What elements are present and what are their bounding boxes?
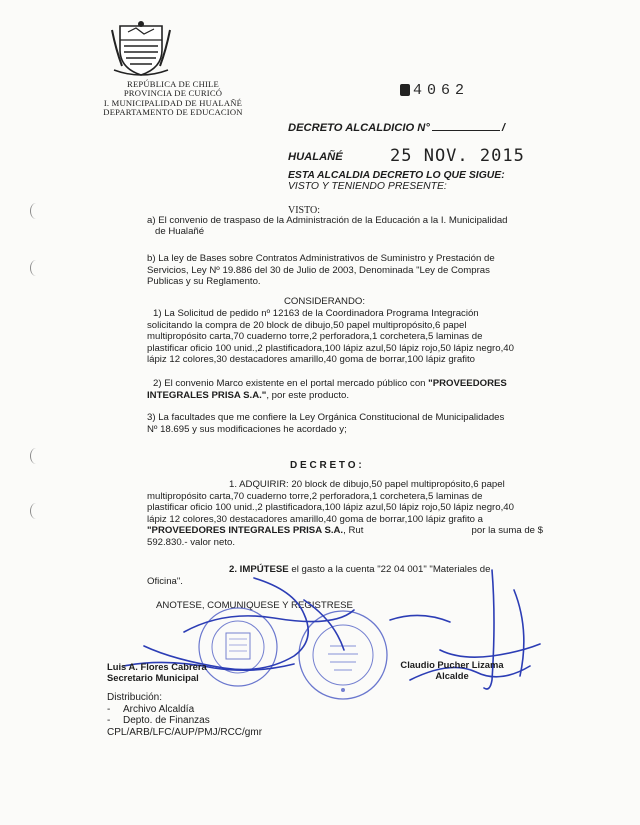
considerando-line: multipropósito carta,70 cuaderno torre,2 perforadora,1 corchetera,5 laminas de	[147, 331, 483, 343]
distribution-heading: Distribución:	[107, 692, 163, 703]
considerando-line: solicitando la compra de 20 block de dibujo,50 papel multipropósito,6 papel	[147, 319, 467, 331]
decree-number-blank	[432, 121, 500, 131]
supplier-name-2: INTEGRALES PRISA S.A."	[147, 389, 267, 401]
header-line: PROVINCIA DE CURICÓ	[123, 88, 223, 99]
signer-left-name: Luis A. Flores Cabrera	[107, 661, 207, 672]
decree-title-suffix: /	[501, 122, 505, 134]
decreto-heading: D E C R E T O :	[290, 460, 362, 471]
visto-b-line: Servicios, Ley Nº 19.886 del 30 de Julio de 2003, Denominada "Ley de Compras	[147, 264, 490, 276]
date-stamp: 25 NOV. 2015	[390, 146, 525, 166]
distribution	[107, 692, 262, 738]
signer-left-role: Secretario Municipal	[107, 672, 199, 683]
stamp-mark-icon	[400, 84, 410, 96]
punch-hole	[30, 260, 42, 276]
visto-heading: VISTO:	[288, 205, 321, 216]
header-line: I. MUNICIPALIDAD DE HUALAÑÉ	[103, 97, 243, 108]
visto-b	[147, 253, 543, 288]
considerando-3-line: 3) La facultades que me confiere la Ley Orgánica Constitucional de Municipalidades	[147, 412, 505, 423]
decreto-amount: 592.830.- valor neto.	[147, 536, 236, 548]
punch-hole	[30, 203, 42, 219]
decreto-supplier-line	[147, 525, 543, 537]
considerando-2	[147, 378, 543, 401]
imputese-text: el gasto a la cuenta "22 04 001" "Materiales de	[288, 564, 491, 575]
signer-right-name: Claudio Pucher Lizama	[400, 659, 504, 670]
distribution-item: - Archivo Alcaldía	[107, 703, 195, 715]
visto-a-line: a) El convenio de traspaso de la Administración de la Educación a la I. Municipalidad	[147, 215, 508, 226]
imputese-text-2: Oficina".	[147, 576, 183, 587]
visto-b-line: Publicas y su Reglamento.	[147, 276, 261, 288]
decree-intro-line-2: VISTO Y TENIENDO PRESENTE:	[288, 181, 447, 192]
considerando-line: lápiz 12 colores,30 destacadores amarillo,40 goma de borrar,100 lápiz grafito	[147, 354, 475, 366]
signature-left	[107, 661, 207, 683]
closing-line: ANOTESE, COMUNIQUESE Y REGISTRESE	[156, 600, 353, 611]
punch-hole	[30, 448, 42, 464]
considerando-line: 1) La Solicitud de pedido nº 12163 de la Coordinadora Programa Integración	[153, 308, 479, 319]
decree-place: HUALAÑÉ	[288, 151, 343, 163]
document-number-value: 4062	[413, 82, 470, 99]
decree-title-text: DECRETO ALCALDICIO N°	[288, 122, 430, 134]
signer-right-role: Alcalde	[435, 670, 469, 681]
considerando-1	[147, 308, 543, 366]
header-line: REPÚBLICA DE CHILE	[127, 79, 219, 89]
decree-intro-line: ESTA ALCALDIA DECRETO LO QUE SIGUE:	[288, 170, 505, 181]
visto-a-line: de Hualañé	[155, 226, 205, 237]
considerando-2-text: 2) El convenio Marco existente en el portal mercado público con	[153, 378, 429, 389]
imputese-label: 2. IMPÚTESE	[229, 564, 289, 575]
distribution-initials: CPL/ARB/LFC/AUP/PMJ/RCC/gmr	[107, 726, 263, 738]
signature-right	[392, 659, 512, 681]
decree-title	[288, 121, 505, 134]
decreto-line: plastificar oficio 100 unid.,2 plastificadora,100 lápiz azul,50 lápiz rojo,50 lápiz negro,40	[147, 502, 514, 514]
decreto-supplier: "PROVEEDORES INTEGRALES PRISA S.A.	[147, 525, 344, 537]
institution-header	[88, 80, 258, 118]
considerando-2-post: , por este producto.	[266, 389, 350, 401]
decreto-rut: , Rut	[343, 525, 364, 537]
header-line: DEPARTAMENTO DE EDUCACION	[103, 107, 243, 118]
considerando-3	[147, 412, 543, 435]
decreto-amount-pre: por la suma de $	[471, 525, 543, 537]
considerando-heading: CONSIDERANDO:	[284, 296, 366, 307]
decreto-line: 1. ADQUIRIR: 20 block de dibujo,50 papel multipropósito,6 papel	[229, 479, 505, 490]
document-number	[400, 82, 469, 99]
coat-of-arms-logo	[110, 20, 172, 78]
punch-hole	[30, 503, 42, 519]
visto-b-line: b) La ley de Bases sobre Contratos Administrativos de Suministro y Prestación de	[147, 253, 495, 264]
considerando-3-line: Nº 18.695 y sus modificaciones he acordado y;	[147, 423, 347, 435]
supplier-name: "PROVEEDORES	[428, 378, 507, 389]
visto-a	[147, 215, 543, 237]
decreto-line: lápiz 12 colores,30 destacadores amarillo,40 goma de borrar,100 lápiz grafito a	[147, 513, 483, 525]
decreto-line: multipropósito carta,70 cuaderno torre,2 perforadora,1 corchetera,5 laminas de	[147, 490, 483, 502]
considerando-line: plastificar oficio 100 unid.,2 plastificadora,100 lápiz azul,50 lápiz rojo,50 lápiz negro,40	[147, 342, 514, 354]
distribution-item: - Depto. de Finanzas	[107, 715, 210, 727]
decreto-1	[147, 479, 543, 549]
